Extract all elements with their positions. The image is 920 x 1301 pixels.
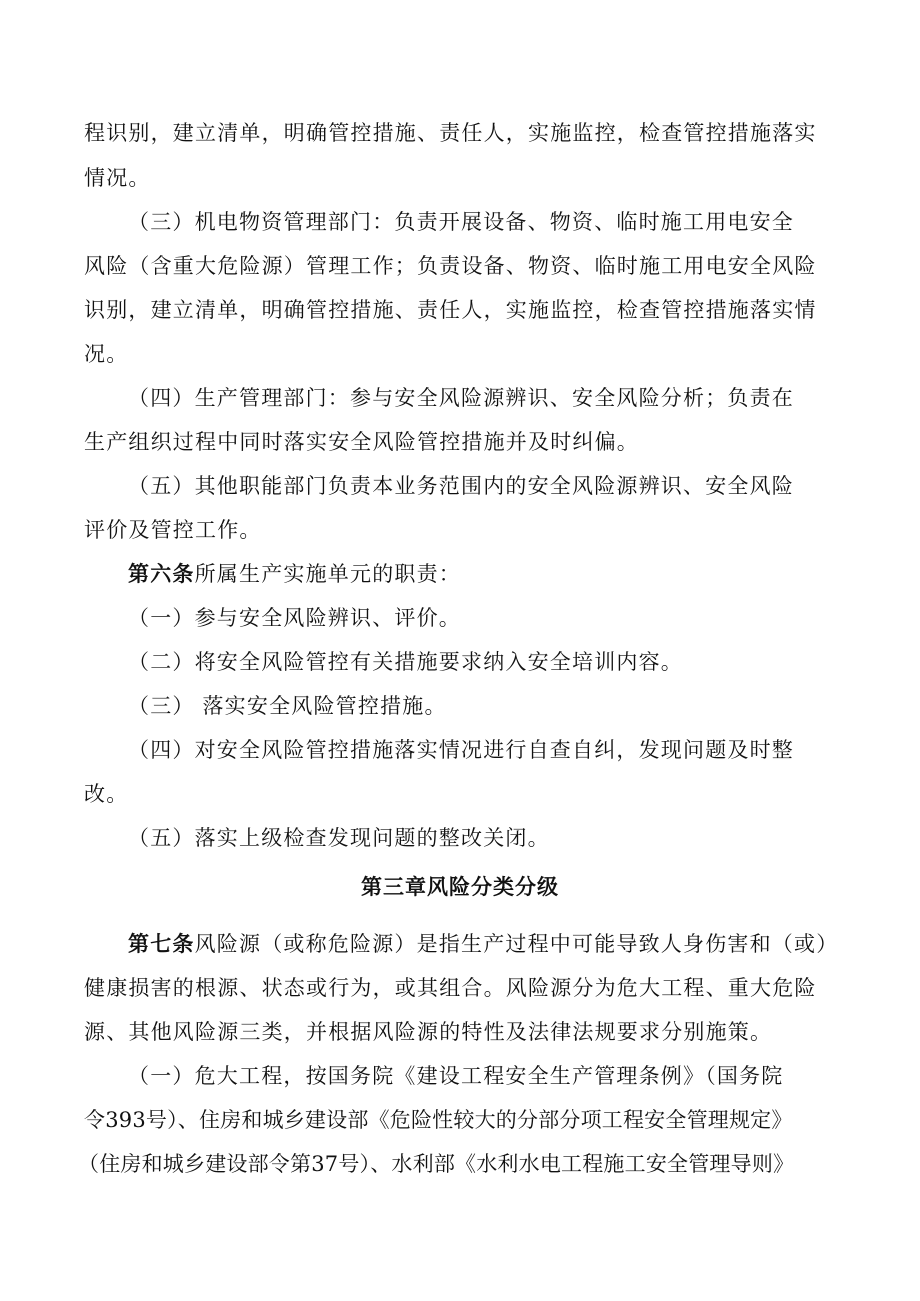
list-item: （一）参与安全风险辨识、评价。 [128, 606, 461, 630]
paragraph-line: （三）机电物资管理部门：负责开展设备、物资、临时施工用电安全 [128, 210, 794, 234]
paragraph-line: 健康损害的根源、状态或行为，或其组合。风险源分为危大工程、重大危险 [84, 976, 817, 1000]
list-item: （二）将安全风险管控有关措施要求纳入安全培训内容。 [128, 650, 683, 674]
article-7-label: 第七条 [128, 931, 195, 956]
paragraph-line: （四）生产管理部门：参与安全风险源辨识、安全风险分析；负责在 [128, 386, 794, 410]
paragraph-line: 风险（含重大危险源）管理工作；负责设备、物资、临时施工用电安全风险 [84, 254, 817, 278]
paragraph-line: 源、其他风险源三类，并根据风险源的特性及法律法规要求分别施策。 [84, 1020, 773, 1044]
paragraph-line: 令393号）、住房和城乡建设部《危险性较大的分部分项工程安全管理规定》 [84, 1108, 793, 1132]
article-7-heading-line [128, 929, 884, 959]
paragraph-line: 生产组织过程中同时落实安全风险管控措施并及时纠偏。 [84, 430, 639, 454]
article-7-text: 风险源（或称危险源）是指生产过程中可能导致人身伤害和（或） [194, 932, 839, 956]
list-item: （一）危大工程，按国务院《建设工程安全生产管理条例》（国务院 [128, 1064, 784, 1088]
article-6-label: 第六条 [128, 561, 195, 586]
paragraph-line: （五）其他职能部门负责本业务范围内的安全风险源辨识、安全风险 [128, 474, 794, 498]
paragraph-line: 况。 [84, 342, 129, 366]
list-item: （三） 落实安全风险管控措施。 [128, 694, 447, 718]
chapter-title: 第三章风险分类分级 [361, 874, 559, 899]
list-item: （四）对安全风险管控措施落实情况进行自查自纠，发现问题及时整 [128, 738, 794, 762]
article-6-heading-line [128, 559, 884, 589]
paragraph-line: 评价及管控工作。 [84, 518, 262, 542]
paragraph-line: 识别，建立清单，明确管控措施、责任人，实施监控，检查管控措施落实情 [84, 298, 817, 322]
paragraph-line: 改。 [84, 782, 129, 806]
paragraph-line: （住房和城乡建设部令第37号）、水利部《水利水电工程施工安全管理导则》 [78, 1152, 795, 1176]
list-item: （五）落实上级检查发现问题的整改关闭。 [128, 826, 550, 850]
article-6-text: 所属生产实施单元的职责： [194, 562, 462, 586]
paragraph-line: 情况。 [84, 166, 151, 190]
paragraph-line: 程识别，建立清单，明确管控措施、责任人，实施监控，检查管控措施落实 [84, 121, 817, 145]
